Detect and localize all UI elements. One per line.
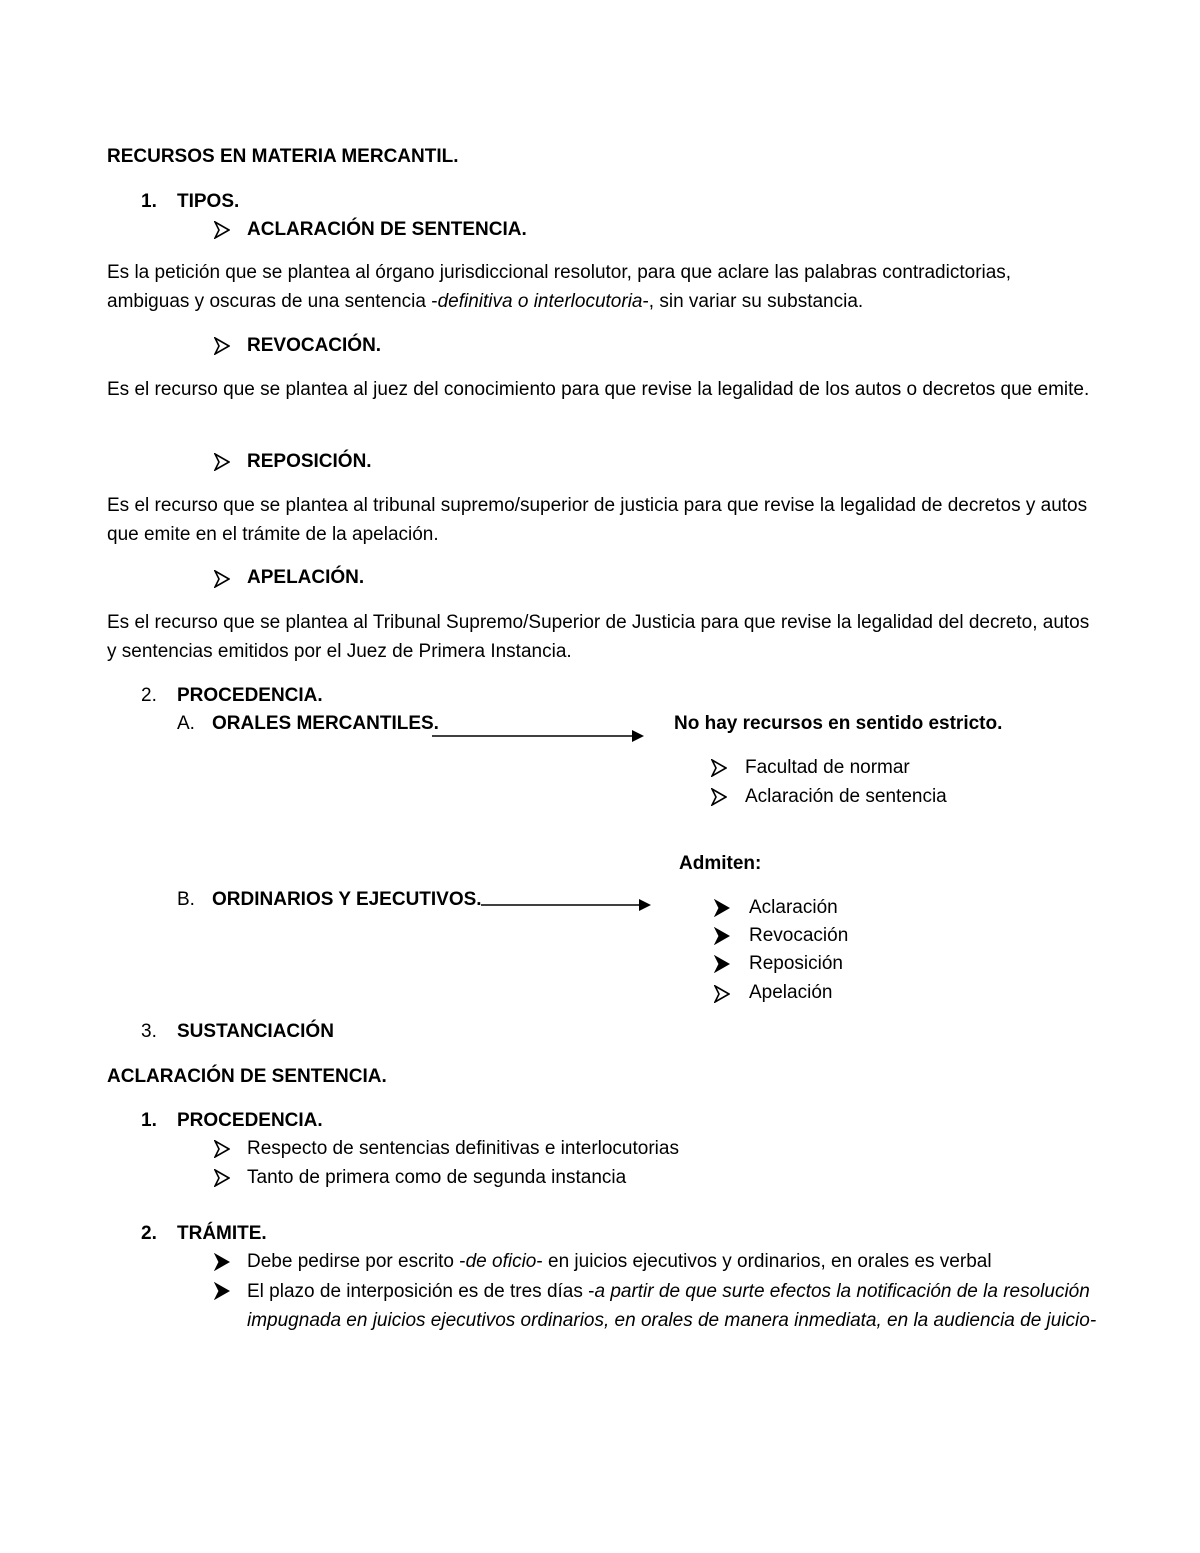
aclaracion-tramite-bullet-2: El plazo de interposición es de tres días -a partir de que surte efectos la notificación de la resolución impugnada en juicios ejecutivos ordinarios, en orales de manera inmediata, en la audiencia de juicio- (247, 1281, 1097, 1331)
arrowhead-bullet-icon (714, 955, 730, 973)
procedencia-b-bullet: Aclaración (749, 897, 838, 918)
procedencia-b-bullet: Revocación (749, 925, 849, 946)
tipo-text-revocacion: Es el recurso que se plantea al juez del conocimiento para que revise la legalidad de los autos o decretos que emite. (107, 379, 1090, 400)
procedencia-b-bullet: Reposición (749, 953, 843, 974)
tipo-text-aclaracion: Es la petición que se plantea al órgano jurisdiccional resolutor, para que aclare las palabras contradictorias, ambiguas y oscuras de una sentencia -definitiva o interlocutoria-, sin variar su substancia. (107, 262, 1012, 312)
arrowhead-bullet-icon (214, 453, 230, 471)
arrowhead-bullet-icon (214, 221, 230, 239)
tipo-heading-apelacion: APELACIÓN. (247, 567, 365, 588)
arrowhead-bullet-icon (214, 1282, 230, 1300)
arrowhead-bullet-icon (214, 337, 230, 355)
procedencia-a-result: No hay recursos en sentido estricto. (674, 713, 1003, 734)
procedencia-b-result: Admiten: (679, 853, 762, 874)
tipo-text-apelacion: Es el recurso que se plantea al Tribunal Supremo/Superior de Justicia para que revise la legalidad del decreto, autos y sentencias emitidos por el Juez de Primera Instancia. (107, 612, 1090, 662)
procedencia-a-bullet: Facultad de normar (745, 757, 910, 778)
arrowhead-bullet-icon (714, 927, 730, 945)
section1-number: 1. (141, 191, 157, 212)
page-title: RECURSOS EN MATERIA MERCANTIL. (107, 146, 459, 167)
right-arrow-icon (430, 728, 646, 744)
tipo-heading-aclaracion: ACLARACIÓN DE SENTENCIA. (247, 219, 527, 240)
arrowhead-bullet-icon (711, 759, 727, 777)
arrowhead-bullet-icon (214, 1253, 230, 1271)
tipo-heading-revocacion: REVOCACIÓN. (247, 335, 382, 356)
procedencia-b-letter: B. (177, 889, 195, 910)
tipo-heading-reposicion: REPOSICIÓN. (247, 451, 372, 472)
procedencia-a-label: ORALES MERCANTILES. (212, 713, 439, 734)
section2-heading: PROCEDENCIA. (177, 685, 323, 706)
aclaracion-tramite-heading: TRÁMITE. (177, 1223, 267, 1244)
procedencia-a-bullet: Aclaración de sentencia (745, 786, 947, 807)
arrowhead-bullet-icon (714, 985, 730, 1003)
arrowhead-bullet-icon (214, 570, 230, 588)
tipo-text-reposicion: Es el recurso que se plantea al tribunal supremo/superior de justicia para que revise la legalidad de decretos y autos que emite en el trámite de la apelación. (107, 495, 1088, 545)
section2-number: 2. (141, 685, 157, 706)
procedencia-a-letter: A. (177, 713, 195, 734)
aclaracion-proc-number: 1. (141, 1110, 157, 1131)
arrowhead-bullet-icon (214, 1140, 230, 1158)
arrowhead-bullet-icon (711, 788, 727, 806)
right-arrow-icon (479, 898, 653, 914)
procedencia-b-bullet: Apelación (749, 982, 833, 1003)
aclaracion-proc-bullet: Respecto de sentencias definitivas e interlocutorias (247, 1138, 679, 1159)
aclaracion-proc-heading: PROCEDENCIA. (177, 1110, 323, 1131)
section3-heading: SUSTANCIACIÓN (177, 1021, 334, 1042)
aclaracion-proc-bullet: Tanto de primera como de segunda instancia (247, 1167, 627, 1188)
aclaracion-tramite-number: 2. (141, 1223, 157, 1244)
section3-number: 3. (141, 1021, 157, 1042)
procedencia-b-label: ORDINARIOS Y EJECUTIVOS. (212, 889, 482, 910)
section1-heading: TIPOS. (177, 191, 240, 212)
aclaracion-tramite-bullet-1: Debe pedirse por escrito -de oficio- en juicios ejecutivos y ordinarios, en orales es verbal (247, 1251, 992, 1272)
arrowhead-bullet-icon (714, 899, 730, 917)
arrowhead-bullet-icon (214, 1169, 230, 1187)
aclaracion-title: ACLARACIÓN DE SENTENCIA. (107, 1066, 387, 1087)
